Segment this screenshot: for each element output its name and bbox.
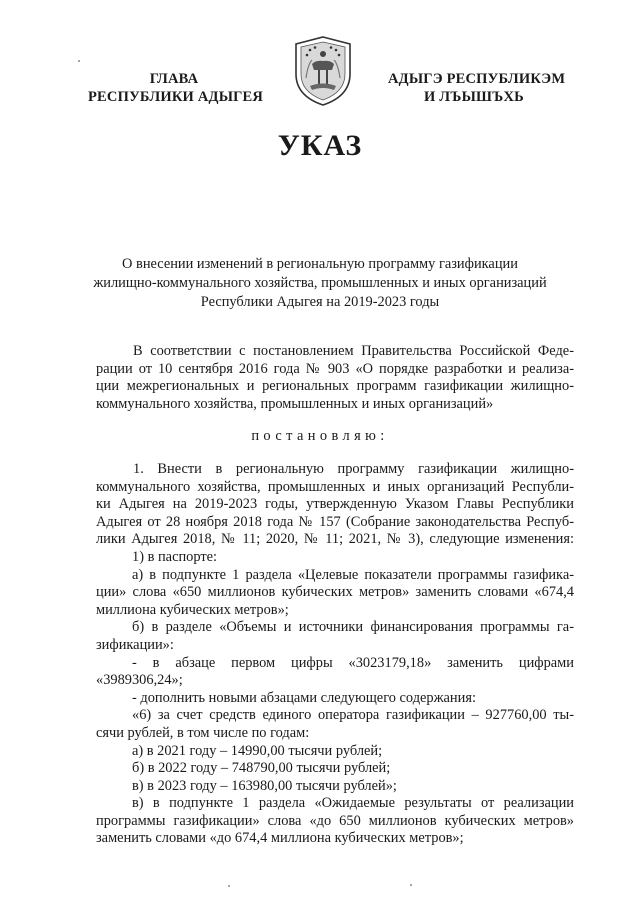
- body-line: коммунального хозяйства, промышленных и иных организаций Республи-: [96, 478, 574, 495]
- body-line: лики Адыгея 2018, № 11; 2020, № 11; 2021, № 3), следующие изменения:: [96, 531, 574, 548]
- body-line: сячи рублей, в том числе по годам:: [96, 724, 310, 741]
- preamble-line: В соответствии с постановлением Правительства Российской Феде-: [133, 343, 574, 359]
- preamble-line: коммунального хозяйства, промышленных и иных организаций»: [96, 395, 494, 412]
- body-line: б) в разделе «Объемы и источники финансирования программы га-: [132, 619, 574, 636]
- scan-speck: [410, 884, 412, 886]
- body-line: - дополнить новыми абзацами следующего содержания:: [132, 689, 476, 706]
- body-line: программы газификации» слова «до 650 миллионов кубических метров»: [96, 812, 574, 829]
- body-line: в) в 2023 году – 163980,00 тысячи рублей»;: [132, 777, 397, 794]
- body-line: - в абзаце первом цифры «3023179,18» заменить цифрами: [132, 654, 574, 671]
- document-title: УКАЗ: [277, 129, 363, 162]
- body-line: б) в 2022 году – 748790,00 тысячи рублей;: [132, 760, 391, 777]
- body-line: ки Адыгея на 2019-2023 годы, утвержденную Указом Главы Республики: [96, 496, 574, 513]
- preamble-line: рации от 10 сентября 2016 года № 903 «О порядке разработки и реализа-: [96, 360, 574, 377]
- subject-line: О внесении изменений в региональную программу газификации: [122, 256, 518, 272]
- body-line: в) в подпункте 1 раздела «Ожидаемые результаты от реализации: [132, 795, 574, 812]
- body-line: зификации»:: [96, 636, 174, 653]
- body-line: 1) в паспорте:: [132, 548, 218, 565]
- body-line: а) в 2021 году – 14990,00 тысячи рублей;: [132, 742, 383, 759]
- preamble-line: ции межрегиональных и региональных программ газификации жилищно-: [96, 378, 574, 395]
- header-left-line: ГЛАВА: [149, 71, 199, 87]
- header-left: [88, 70, 264, 106]
- body-line: 1. Внести в региональную программу газификации жилищно-: [133, 461, 574, 477]
- header-right: [388, 70, 566, 106]
- coat-of-arms-emblem: [290, 34, 356, 108]
- header-right-line: АДЫГЭ РЕСПУБЛИКЭМ: [388, 71, 566, 87]
- body-line: Адыгея от 28 ноября 2018 года № 157 (Собрание законодательства Респуб-: [96, 513, 574, 530]
- body-line: а) в подпункте 1 раздела «Целевые показатели программы газифика-: [132, 566, 574, 583]
- decree-word: постановляю:: [251, 428, 389, 444]
- body-line: ции» слова «650 миллионов кубических метров» заменить словами «674,4: [96, 584, 574, 601]
- preamble: [96, 343, 574, 413]
- header-right-line: И ЛЪЫШЪХЬ: [424, 89, 524, 105]
- body-line: «3989306,24»;: [96, 672, 183, 689]
- header-left-line: РЕСПУБЛИКИ АДЫГЕЯ: [88, 89, 264, 105]
- document-subject: [80, 255, 560, 312]
- body-line: «6) за счет средств единого оператора газификации – 927760,00 ты-: [132, 707, 574, 724]
- subject-line: жилищно-коммунального хозяйства, промышленных и иных организаций: [93, 275, 547, 291]
- scan-speck: [78, 60, 80, 62]
- body-line: миллиона кубических метров»;: [96, 601, 289, 618]
- scan-speck: [228, 885, 230, 887]
- document-body: [96, 461, 574, 848]
- subject-line: Республики Адыгея на 2019-2023 годы: [200, 294, 440, 310]
- body-line: заменить словами «до 674,4 миллиона кубических метров»;: [96, 830, 464, 847]
